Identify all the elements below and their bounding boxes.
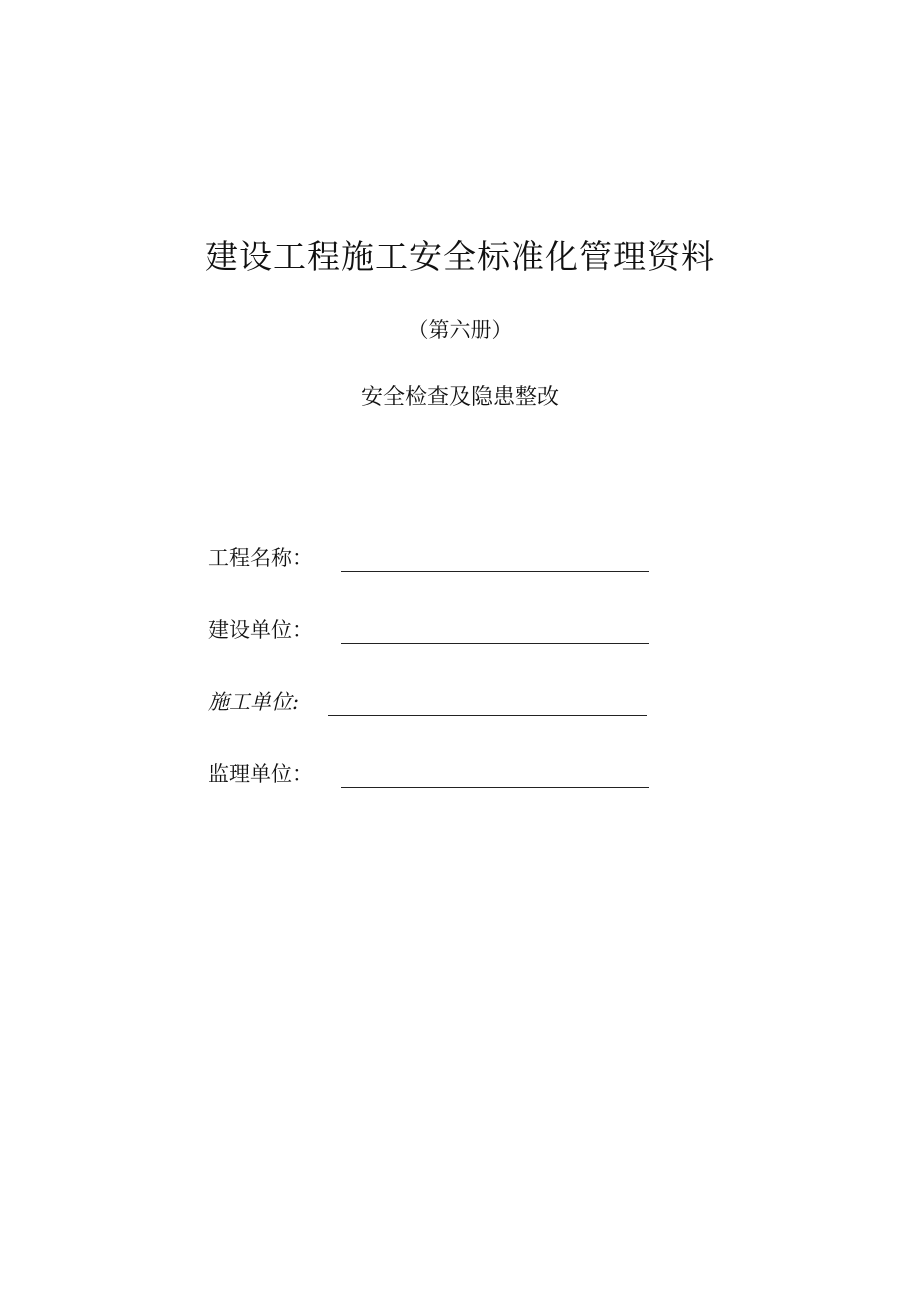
volume-label: （第六册） <box>407 318 513 342</box>
field-underline-contractor-unit <box>328 715 647 716</box>
field-underline-project-name <box>341 571 649 572</box>
field-construction-unit <box>208 612 668 648</box>
field-label-supervision-unit: 监理单位： <box>208 762 313 786</box>
field-supervision-unit <box>208 756 668 792</box>
field-label-contractor-unit: 施工单位: <box>208 690 300 714</box>
section-title: 安全检查及隐患整改 <box>360 385 559 410</box>
field-label-construction-unit: 建设单位： <box>208 618 313 642</box>
field-underline-supervision-unit <box>341 787 649 788</box>
field-underline-construction-unit <box>341 643 649 644</box>
field-contractor-unit <box>208 684 668 720</box>
field-project-name <box>208 540 668 576</box>
document-title: 建设工程施工安全标准化管理资料 <box>205 237 715 276</box>
field-label-project-name: 工程名称： <box>208 546 313 570</box>
